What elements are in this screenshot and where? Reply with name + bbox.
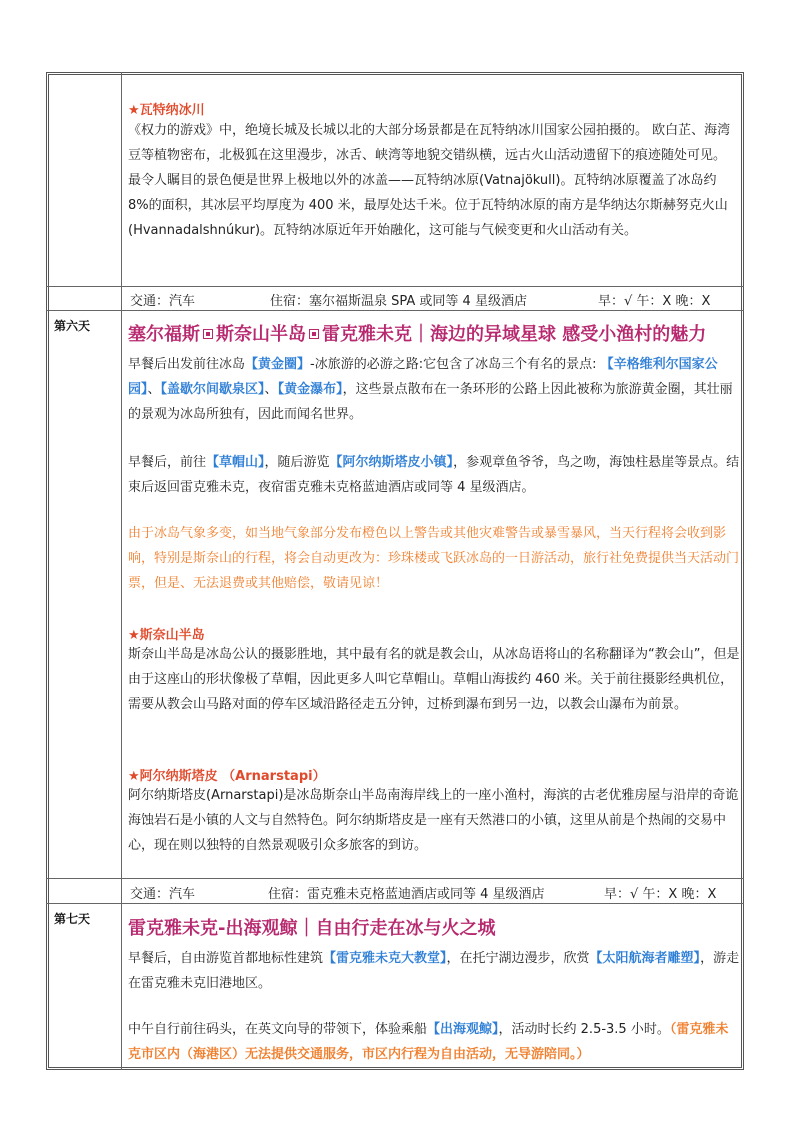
- text: -冰旅游的必游之路:它包含了冰岛三个有名的景点:: [310, 357, 601, 372]
- text: 、: [264, 382, 278, 397]
- row-divider: [46, 286, 744, 287]
- day6-title-part-2: 斯奈山半岛: [216, 324, 306, 345]
- day6-hotel: 住宿：雷克雅未克格蓝迪酒店或同等 4 星级酒店: [268, 887, 545, 902]
- arnarstapi-heading: ★阿尔纳斯塔皮 （Arnarstapi）: [128, 769, 326, 784]
- vatnajokull-text: [128, 118, 740, 243]
- whale-notice: （雷克雅未克市区内（海港区）无法提供交通服务，市区内行程为自由活动，无导游陪同。）: [128, 1022, 729, 1062]
- route-connector-icon: [203, 329, 213, 339]
- day5-meals: 早：√ 午：X 晚：X: [598, 294, 711, 309]
- arnarstapi-text: 阿尔纳斯塔皮(Arnarstapi)是冰岛斯奈山半岛南海岸线上的一座小渔村，海滨的古老优雅房屋与沿岸的奇诡海蚀岩石是小镇的人文与自然特色。阿尔纳斯塔皮是一座有天然港口的小镇，这里从前是个热闹的交易中心，现在则以独特的自然景观吸引众多旅客的到访。: [128, 788, 739, 853]
- text: ，随后游览: [264, 455, 330, 470]
- text: ，活动时长约 2.5-3.5 小时。: [498, 1022, 670, 1037]
- vatnajokull-paragraph-1: 《权力的游戏》中，绝境长城及长城以北的大部分场景都是在瓦特纳冰川国家公园拍摄的。 欧白芷、海湾豆等植物密布，北极狐在这里漫步，冰舌、峡湾等地貌交错纵横，远古火山活动遗留下的痕迹随处可见。: [128, 123, 731, 163]
- day6-kirkjufell-paragraph: [128, 450, 740, 500]
- snaefellsnes-text: 斯奈山半岛是冰岛公认的摄影胜地，其中最有名的就是教会山，从冰岛语将山的名称翻译为“教会山”，但是由于这座山的形状像极了草帽，因此更多人叫它草帽山。草帽山海拔约 460 米。关于前往摄影经典机位，需要从教会山马路对面的停车区域沿路径走五分钟，过桥到瀑布到另一边，以教会山瀑布为前景。: [128, 647, 740, 712]
- text: ，参观章鱼爷爷，鸟之吻，海蚀柱悬崖等景点。结束后返回雷克雅未克，夜宿雷克雅未克格蓝迪酒店或同等 4 星级酒店。: [128, 455, 740, 495]
- row-divider: [46, 310, 744, 311]
- day7-whale-paragraph: [128, 1017, 740, 1067]
- day6-label: 第六天: [54, 319, 91, 333]
- route-connector-icon: [309, 329, 319, 339]
- highlight-thingvellir: 【辛格维利尔国家公园】: [128, 357, 718, 397]
- vatnajokull-heading: ★瓦特纳冰川: [128, 103, 205, 118]
- text: 、: [147, 382, 161, 397]
- snaefellsnes-heading: ★斯奈山半岛: [128, 628, 205, 643]
- day5-transport: 交通：汽车: [130, 294, 196, 309]
- highlight-whale-watching: 【出海观鲸】: [427, 1022, 499, 1037]
- row-divider: [46, 878, 744, 879]
- day6-meals: 早：√ 午：X 晚：X: [604, 887, 717, 902]
- highlight-arnarstapi: 【阿尔纳斯塔皮小镇】: [329, 455, 454, 470]
- day7-city-paragraph: [128, 946, 740, 996]
- row-divider: [46, 903, 744, 904]
- day7-label: 第七天: [54, 912, 91, 926]
- highlight-kirkjufell: 【草帽山】: [206, 455, 265, 470]
- day6-title-part-1: 塞尔福斯: [128, 324, 200, 345]
- text: 早餐后，前往: [128, 455, 207, 470]
- highlight-golden-circle: 【黄金圈】: [245, 357, 311, 372]
- day5-hotel: 住宿：塞尔福斯温泉 SPA 或同等 4 星级酒店: [270, 294, 527, 309]
- highlight-sun-voyager: 【太阳航海者雕塑】: [589, 951, 701, 966]
- vatnajokull-paragraph-2: 最令人瞩目的景色便是世界上极地以外的冰盖——瓦特纳冰原(Vatnajökull)。瓦特纳冰原覆盖了冰岛约 8%的面积，其冰层平均厚度为 400 米，最厚处达千米。位于瓦特纳冰原的南方是华纳达尔斯赫努克火山(Hvannadalshnúkur)。瓦特纳冰原近年开始融化，这可能与气候变更和火山活动有关。: [128, 173, 728, 238]
- highlight-hallgrimskirkja: 【雷克雅未克大教堂】: [323, 951, 447, 966]
- weather-notice: 由于冰岛气象多变，如当地气象部分发布橙色以上警告或其他灾难警告或暴雪暴风，当天行程将会收到影响，特别是斯奈山的行程，将会自动更改为：珍珠楼或飞跃冰岛的一日游活动，旅行社免费提供当天活动门票，但是、无法退费或其他赔偿，敬请见谅！: [128, 526, 740, 591]
- column-divider: [121, 72, 122, 1070]
- highlight-geysir: 【盖歇尔间歇泉区】: [160, 382, 265, 397]
- day6-title: [128, 320, 706, 346]
- text: 中午自行前往码头，在英文向导的带领下，体验乘船: [128, 1022, 428, 1037]
- text: ，在托宁湖边漫步，欣赏: [446, 951, 590, 966]
- day7-title: 雷克雅未克-出海观鲸｜自由行走在冰与火之城: [128, 918, 496, 939]
- highlight-gullfoss: 【黄金瀑布】: [277, 382, 343, 397]
- text: 早餐后出发前往冰岛: [128, 357, 246, 372]
- text: ，这些景点散布在一条环形的公路上因此被称为旅游黄金圈，其壮丽的景观为冰岛所独有，因此而闻名世界。: [128, 382, 733, 422]
- day6-golden-circle-paragraph: [128, 352, 740, 427]
- text: ，游走在雷克雅未克旧港地区。: [128, 951, 740, 991]
- text: 早餐后，自由游览首都地标性建筑: [128, 951, 324, 966]
- day6-title-part-3: 雷克雅未克｜海边的异域星球 感受小渔村的魅力: [322, 324, 707, 345]
- day6-transport: 交通：汽车: [130, 887, 196, 902]
